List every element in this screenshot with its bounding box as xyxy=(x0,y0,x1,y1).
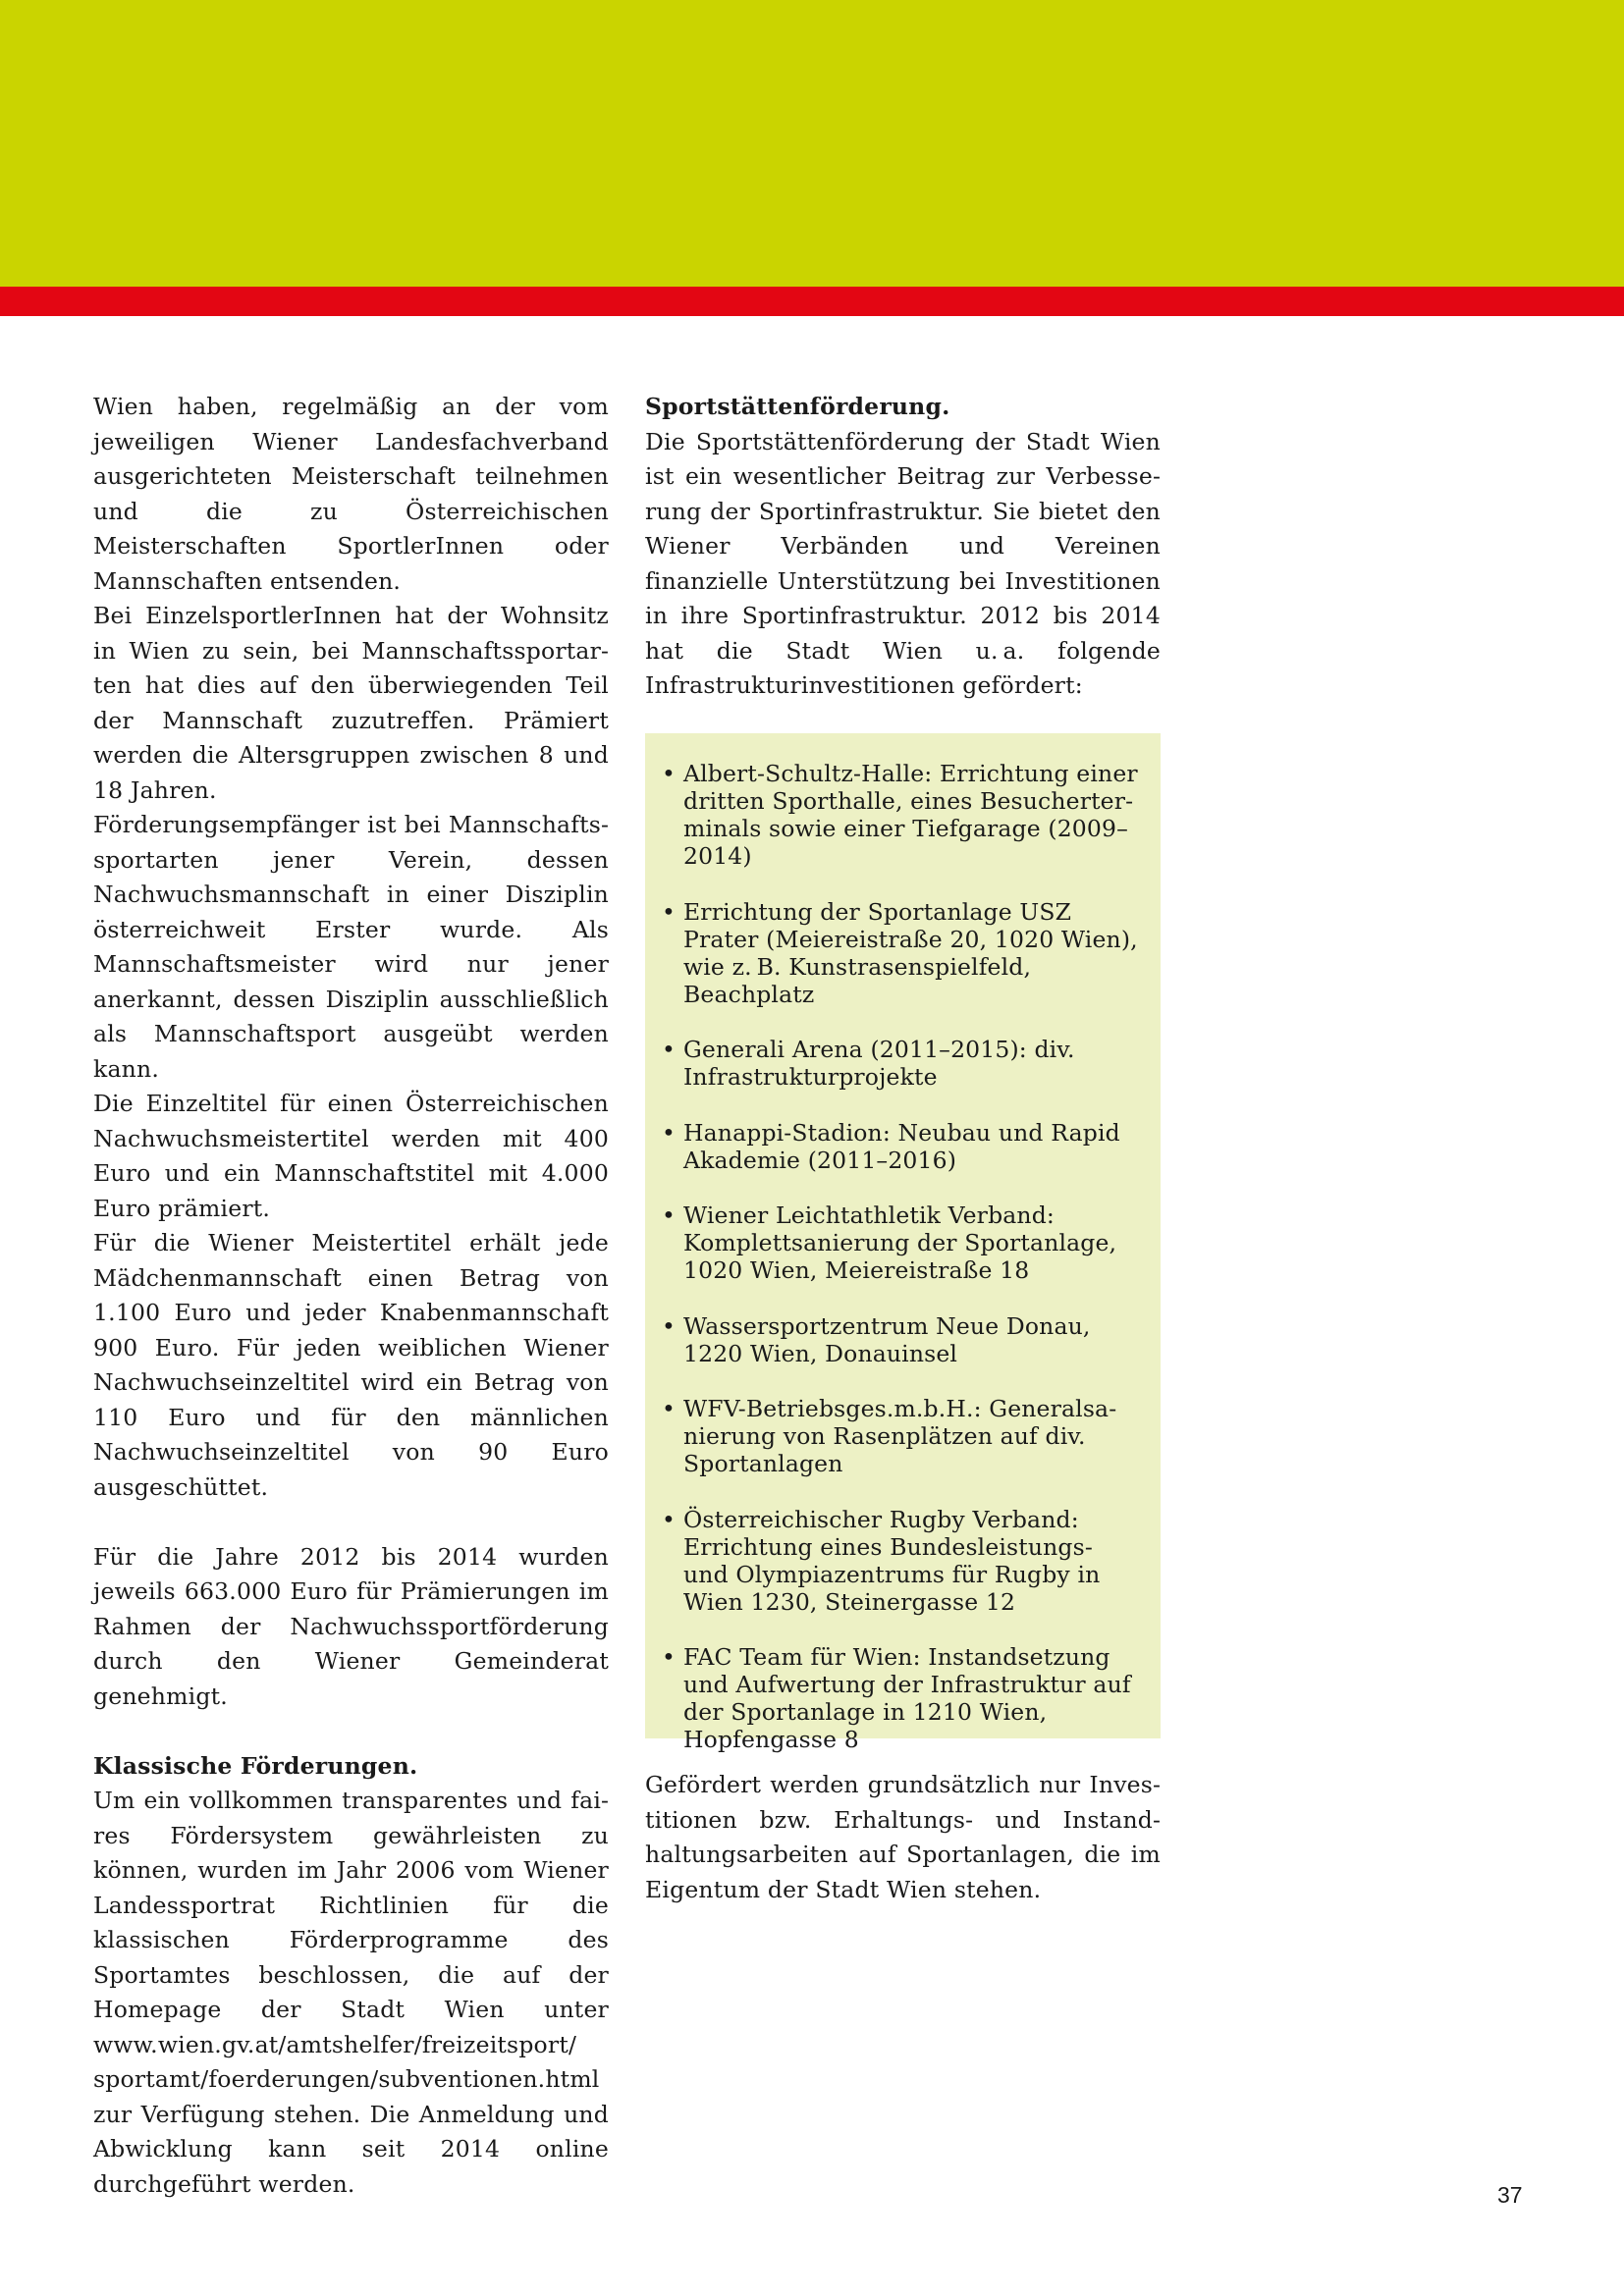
paragraph: Die Einzeltitel für einen Österreichischen Nachwuchsmeistertitel werden mit 400 Euro und ein Mannschaftstitel mit 4.000 Euro prämiert. xyxy=(93,1090,609,1222)
section-heading-klassische-foerderungen: Klassische Förderungen. xyxy=(93,1751,418,1780)
list-item-text: Errichtung der Sportanlage USZ Prater (Meiereistraße 20, 1020 Wien), wie z. B. Kunstrasenspielfeld, Beachplatz xyxy=(683,897,1138,1008)
bullet-icon: • xyxy=(662,1643,677,1671)
paragraph: Für die Wiener Meistertitel erhält jede Mädchenmannschaft einen Betrag von 1.100 Euro und jeder Knabenmannschaft 900 Euro. Für jeden weiblichen Wiener Nachwuchseinzeltitel wird ein Betrag von 110 Euro und für den männlichen Nachwuchseinzeltitel von 90 Euro ausgeschüttet. xyxy=(93,1229,609,1501)
investment-list-box xyxy=(645,733,1161,1753)
list-item xyxy=(662,1312,1145,1367)
closing-paragraph: Gefördert werden grundsätzlich nur Investitionen bzw. Erhaltungs- und Instandhaltungsarbeiten auf Sportanlagen, die im Eigentum der Stadt Wien stehen. xyxy=(645,1771,1161,1903)
paragraph: Für die Jahre 2012 bis 2014 wurden jeweils 663.000 Euro für Prämierungen im Rahmen der Nachwuchssportförderung durch den Wiener Gemeinderat genehmigt. xyxy=(93,1542,609,1710)
paragraph: Förderungsempfänger ist bei Mannschaftssportarten jener Verein, dessen Nachwuchsmannschaft in einer Disziplin österreichweit Erster wurde. Als Mannschaftsmeister wird nur jener anerkannt, dessen Disziplin ausschließlich als Mannschaftsport ausgeübt werden kann. xyxy=(93,811,609,1083)
list-item xyxy=(662,1506,1145,1616)
bullet-icon: • xyxy=(662,1395,677,1422)
list-item-text: Österreichischer Rugby Verband: Errichtung eines Bundesleistungs- und Olympiazentrums für Rugby in Wien 1230, Steinergasse 12 xyxy=(683,1505,1101,1616)
list-item-text: WFV-Betriebsges.m.b.H.: Generalsanierung von Rasenplätzen auf div. Sportanlagen xyxy=(683,1395,1117,1477)
paragraph: Um ein vollkommen transparentes und faires Fördersystem gewährleisten zu können, wurden im Jahr 2006 vom Wiener Landessportrat Richtlinien für die klassischen Förderprogramme des Sportamtes beschlossen, die auf der Homepage der Stadt Wien unter www.wien.gv.at/amtshelfer/​freizeitsport/​sportamt/​foerderungen/​subventionen.html zur Verfügung stehen. Die Anmeldung und Abwicklung kann seit 2014 online durchgeführt werden. xyxy=(93,1787,609,2198)
list-item-text: Wiener Leichtathletik Verband: Komplettsanierung der Sportanlage, 1020 Wien, Meiereistraße 18 xyxy=(683,1201,1117,1284)
section-heading-sportstaettenfoerderung: Sportstättenförderung. xyxy=(645,393,950,420)
list-item-text: Albert-Schultz-Halle: Errichtung einer dritten Sporthalle, eines Besucherterminals sowie einer Tiefgarage (2009–2014) xyxy=(683,760,1138,870)
list-item xyxy=(662,1201,1145,1284)
list-item-text: FAC Team für Wien: Instandsetzung und Aufwertung der Infrastruktur auf der Sportanlage in 1210 Wien, Hopfengasse 8 xyxy=(683,1643,1131,1753)
paragraph: Bei EinzelsportlerInnen hat der Wohnsitz in Wien zu sein, bei Mannschaftssportarten hat dies auf den überwiegenden Teil der Mannschaft zuzutreffen. Prämiert werden die Altersgruppen zwischen 8 und 18 Jahren. xyxy=(93,602,609,804)
bullet-icon: • xyxy=(662,1311,677,1340)
paragraph: Die Sportstättenförderung der Stadt Wien ist ein wesentlicher Beitrag zur Verbesserung der Sportinfrastruktur. Sie bietet den Wiener Verbänden und Vereinen finanzielle Unterstützung bei Investitionen in ihre Sportinfrastruktur. 2012 bis 2014 hat die Stadt Wien u. a. folgende Infrastrukturinvestitionen gefördert: xyxy=(645,427,1161,699)
paragraph: Wien haben, regelmäßig an der vom jeweiligen Wiener Landesfachverband ausgerichteten Meisterschaft teilnehmen und die zu Österreichischen Meisterschaften SportlerInnen oder Mannschaften entsenden. xyxy=(93,393,609,595)
list-item xyxy=(662,898,1145,1008)
page-number: 37 xyxy=(1497,2182,1523,2208)
bullet-icon: • xyxy=(662,897,677,926)
list-item xyxy=(662,1643,1145,1753)
bullet-icon: • xyxy=(662,1505,677,1533)
list-item xyxy=(662,1119,1145,1174)
investment-list xyxy=(662,760,1145,1753)
left-column xyxy=(93,390,609,2202)
list-item xyxy=(662,760,1145,870)
list-item xyxy=(662,1395,1145,1477)
list-item-text: Wassersportzentrum Neue Donau, 1220 Wien, Donauinsel xyxy=(683,1311,1091,1367)
header-color-band xyxy=(0,0,1624,287)
right-column xyxy=(645,390,1161,704)
header-red-stripe xyxy=(0,287,1624,316)
list-item-text: Hanappi-Stadion: Neubau und Rapid Akademie (2011–2016) xyxy=(683,1118,1120,1174)
list-item-text: Generali Arena (2011–2015): div. Infrastrukturprojekte xyxy=(683,1036,1075,1091)
list-item xyxy=(662,1036,1145,1091)
bullet-icon: • xyxy=(662,1201,677,1229)
bullet-icon: • xyxy=(662,1036,677,1063)
bullet-icon: • xyxy=(662,1118,677,1147)
bullet-icon: • xyxy=(662,760,677,787)
